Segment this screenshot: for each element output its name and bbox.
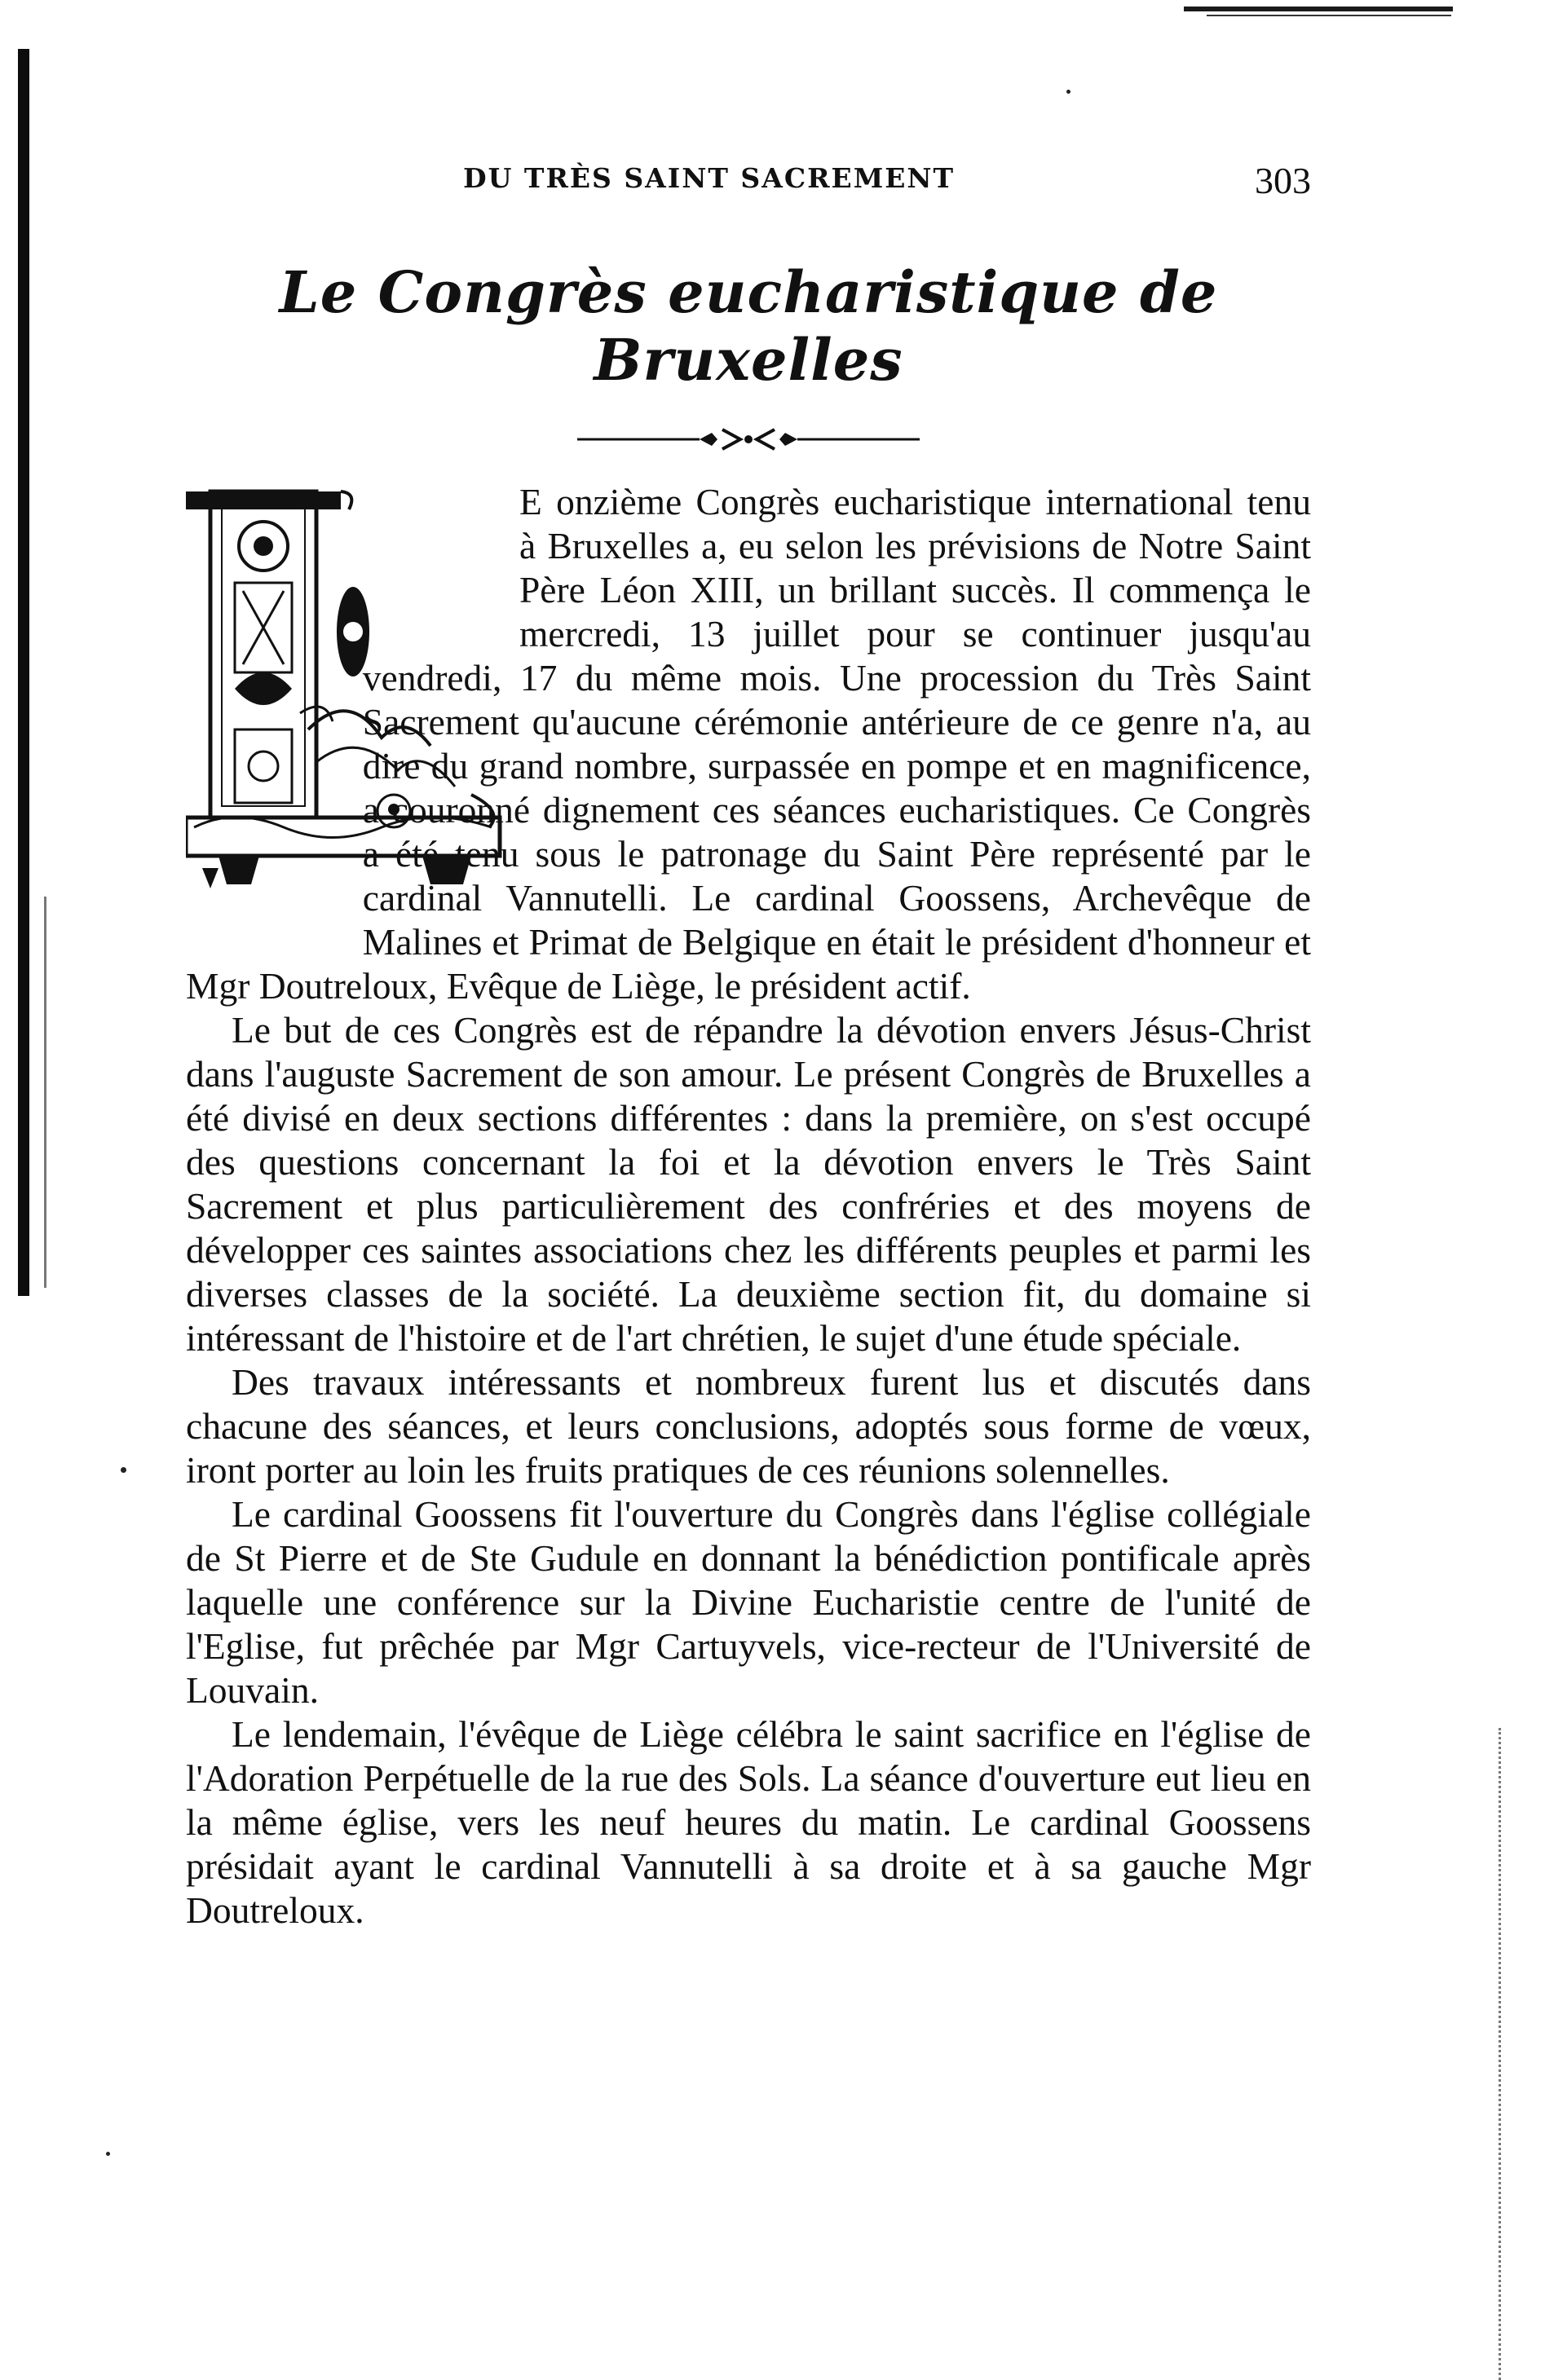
chapter-title: Le Congrès eucharistique de Bruxelles (279, 258, 1218, 394)
scan-binding-shadow (18, 49, 29, 1296)
running-title: DU TRÈS SAINT SACREMENT (463, 162, 956, 194)
paragraph-1: E onzième Congrès eucharistique international tenu à Bruxelles a, eu selon les prévisions de Notre Saint Père Léon XIII, un brillant succès. Il commença le mercredi, 13 juillet pour se continuer jusqu'au vendredi, 17 du même mois. Une procession du Très Saint Sacrement qu'aucune cérémonie antérieure de ce genre n'a, au dire du grand nombre, surpassée en pompe et en magnificence, a couronné dignement ces séances eucharistiques. Ce Congrès a été tenu sous le patronage du Saint Père représenté par le cardinal Vannutelli. Le cardinal Goossens, Archevêque de Malines et Primat de Belgique en était le président d'honneur et Mgr Doutreloux, Evêque de Liège, le président actif. (186, 481, 1311, 1007)
paragraph-3: Des travaux intéressants et nombreux furent lus et discutés dans chacune des séances, et leurs conclusions, adoptés sous forme de vœux, iront porter au loin les fruits pratiques de ces réunions solennelles. (186, 1361, 1311, 1491)
page-number: 303 (1255, 160, 1311, 201)
scan-edge-specks (1499, 1728, 1506, 2380)
scan-margin-line (44, 897, 46, 1288)
scan-speck (1066, 90, 1070, 94)
scan-edge-line (1184, 7, 1453, 11)
scan-edge-line-thin (1207, 15, 1451, 16)
running-header (186, 159, 1311, 224)
paragraph-5: Le lendemain, l'évêque de Liège célébra le saint sacrifice en l'église de l'Adoration Perpétuelle de la rue des Sols. La séance d'ouverture eut lieu en la même église, vers les neuf heures du matin. Le cardinal Goossens présidait ayant le cardinal Vannutelli à sa droite et à sa gauche Mgr Doutreloux. (186, 1713, 1311, 1931)
scan-speck (106, 2152, 110, 2156)
book-page (186, 159, 1311, 1933)
paragraph-2: Le but de ces Congrès est de répandre la dévotion envers Jésus-Christ dans l'auguste Sacrement de son amour. Le présent Congrès de Bruxelles a été divisé en deux sections différentes : dans la première, on s'est occupé des questions concernant la foi et la dévotion envers le Très Saint Sacrement et plus particulièrement des confréries et des moyens de développer ces saintes associations chez les différents peuples et parmi les diverses classes de la société. La deuxième section fit, du domaine si intéressant de l'histoire et de l'art chrétien, le sujet d'une étude spéciale. (186, 1009, 1311, 1359)
scan-speck (121, 1467, 126, 1473)
paragraph-4: Le cardinal Goossens fit l'ouverture du Congrès dans l'église collégiale de St Pierre et de Ste Gudule en donnant la bénédiction pontificale après laquelle une conférence sur la Divine Eucharistie centre de l'unité de l'Eglise, fut prêchée par Mgr Cartuyvels, vice-recteur de l'Université de Louvain. (186, 1493, 1311, 1711)
article-body (186, 480, 1311, 1933)
title-ornament-icon (577, 423, 920, 456)
